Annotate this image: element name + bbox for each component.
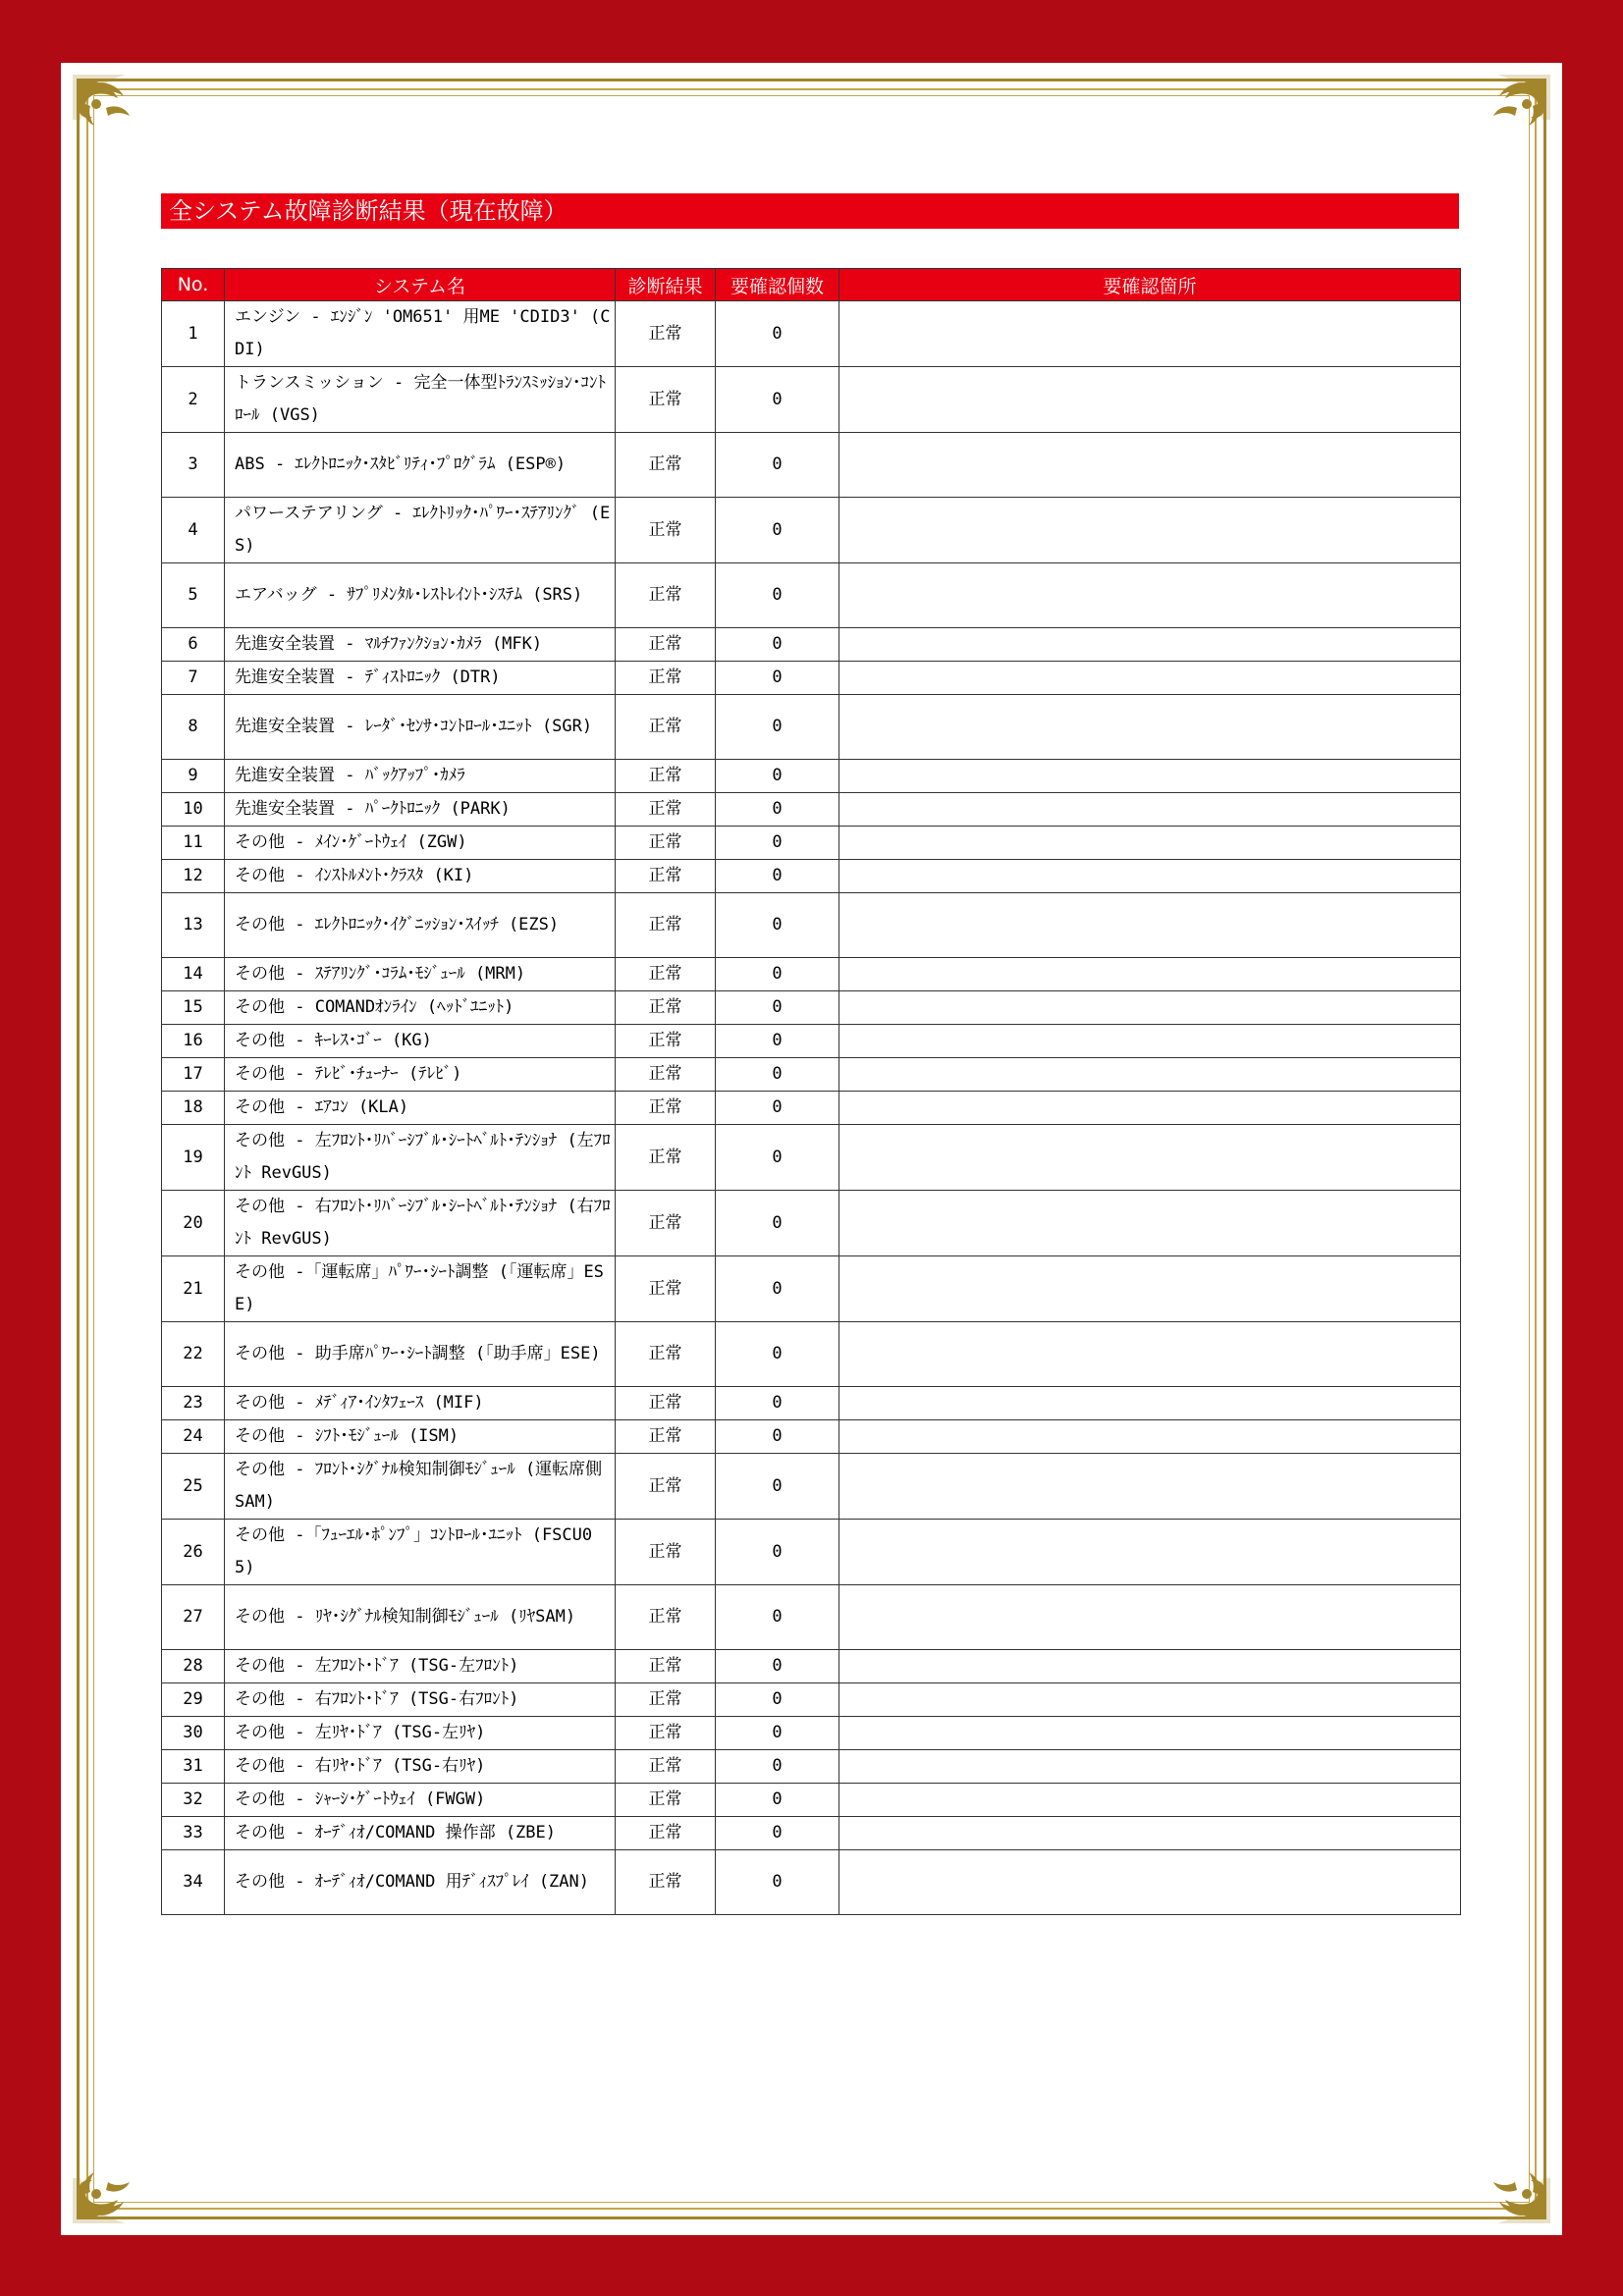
row-system-name: その他 - COMANDｵﾝﾗｲﾝ (ﾍｯﾄﾞﾕﾆｯﾄ) <box>225 991 616 1025</box>
row-number: 18 <box>162 1092 225 1125</box>
row-result: 正常 <box>616 301 716 367</box>
row-result: 正常 <box>616 662 716 695</box>
section-title: 全システム故障診断結果（現在故障） <box>161 193 1459 229</box>
row-check-location <box>839 1585 1461 1650</box>
row-number: 10 <box>162 793 225 827</box>
row-result: 正常 <box>616 1454 716 1520</box>
row-system-name: エンジン - ｴﾝｼﾞﾝ 'OM651' 用ME 'CDID3' (CDI) <box>225 301 616 367</box>
row-number: 28 <box>162 1650 225 1683</box>
table-row <box>162 1850 1461 1915</box>
row-result: 正常 <box>616 1256 716 1322</box>
row-result: 正常 <box>616 498 716 563</box>
table-row <box>162 1125 1461 1191</box>
row-check-count: 0 <box>716 1092 839 1125</box>
table-row <box>162 1256 1461 1322</box>
row-number: 2 <box>162 367 225 433</box>
row-check-location <box>839 860 1461 893</box>
row-number: 33 <box>162 1817 225 1850</box>
row-number: 31 <box>162 1750 225 1784</box>
row-system-name: その他 -「運転席」ﾊﾟﾜｰ･ｼｰﾄ調整 (「運転席」ESE) <box>225 1256 616 1322</box>
row-check-count: 0 <box>716 695 839 760</box>
row-check-count: 0 <box>716 301 839 367</box>
table-row <box>162 1025 1461 1058</box>
row-number: 24 <box>162 1420 225 1454</box>
row-number: 4 <box>162 498 225 563</box>
header-check-location: 要確認箇所 <box>839 269 1461 301</box>
table-row <box>162 760 1461 793</box>
row-check-location <box>839 1850 1461 1915</box>
row-check-count: 0 <box>716 793 839 827</box>
row-system-name: その他 - ﾒﾃﾞｨｱ･ｲﾝﾀﾌｪｰｽ (MIF) <box>225 1387 616 1420</box>
row-check-count: 0 <box>716 1850 839 1915</box>
table-row <box>162 301 1461 367</box>
row-number: 12 <box>162 860 225 893</box>
table-row <box>162 860 1461 893</box>
row-result: 正常 <box>616 1520 716 1585</box>
row-check-count: 0 <box>716 367 839 433</box>
row-check-location <box>839 1817 1461 1850</box>
table-row <box>162 1092 1461 1125</box>
table-row <box>162 1420 1461 1454</box>
row-check-location <box>839 367 1461 433</box>
row-check-count: 0 <box>716 1058 839 1092</box>
corner-ornament-icon <box>1466 69 1556 159</box>
row-result: 正常 <box>616 1683 716 1717</box>
row-check-count: 0 <box>716 1420 839 1454</box>
row-check-count: 0 <box>716 1256 839 1322</box>
row-system-name: その他 - 左ﾌﾛﾝﾄ･ﾘﾊﾞｰｼﾌﾞﾙ･ｼｰﾄﾍﾞﾙﾄ･ﾃﾝｼｮﾅ (左ﾌﾛﾝﾄ RevGUS) <box>225 1125 616 1191</box>
row-check-location <box>839 695 1461 760</box>
row-result: 正常 <box>616 1750 716 1784</box>
corner-ornament-icon <box>1466 2139 1556 2229</box>
row-check-location <box>839 662 1461 695</box>
row-check-count: 0 <box>716 760 839 793</box>
row-number: 23 <box>162 1387 225 1420</box>
row-number: 3 <box>162 433 225 498</box>
row-number: 9 <box>162 760 225 793</box>
row-number: 17 <box>162 1058 225 1092</box>
row-result: 正常 <box>616 628 716 662</box>
row-check-location <box>839 1420 1461 1454</box>
row-check-count: 0 <box>716 563 839 628</box>
row-system-name: トランスミッション - 完全一体型ﾄﾗﾝｽﾐｯｼｮﾝ･ｺﾝﾄﾛｰﾙ (VGS) <box>225 367 616 433</box>
row-check-location <box>839 1717 1461 1750</box>
row-check-count: 0 <box>716 1784 839 1817</box>
table-row <box>162 1817 1461 1850</box>
row-check-location <box>839 1750 1461 1784</box>
row-check-location <box>839 498 1461 563</box>
row-number: 14 <box>162 958 225 991</box>
row-result: 正常 <box>616 1125 716 1191</box>
table-row <box>162 1520 1461 1585</box>
row-check-count: 0 <box>716 1717 839 1750</box>
row-result: 正常 <box>616 1191 716 1256</box>
row-check-location <box>839 958 1461 991</box>
row-system-name: 先進安全装置 - ﾃﾞｨｽﾄﾛﾆｯｸ (DTR) <box>225 662 616 695</box>
row-check-count: 0 <box>716 1387 839 1420</box>
table-row <box>162 1784 1461 1817</box>
row-check-count: 0 <box>716 1125 839 1191</box>
table-row <box>162 662 1461 695</box>
row-check-location <box>839 1454 1461 1520</box>
row-check-count: 0 <box>716 1454 839 1520</box>
row-system-name: その他 - ｴｱｺﾝ (KLA) <box>225 1092 616 1125</box>
row-check-location <box>839 1058 1461 1092</box>
row-result: 正常 <box>616 893 716 958</box>
row-result: 正常 <box>616 1784 716 1817</box>
table-row <box>162 1683 1461 1717</box>
row-result: 正常 <box>616 958 716 991</box>
header-system-name: システム名 <box>225 269 616 301</box>
table-row <box>162 367 1461 433</box>
row-check-location <box>839 991 1461 1025</box>
row-check-location <box>839 1650 1461 1683</box>
table-row <box>162 628 1461 662</box>
row-system-name: その他 - 左ﾌﾛﾝﾄ･ﾄﾞｱ (TSG-左ﾌﾛﾝﾄ) <box>225 1650 616 1683</box>
table-body <box>162 301 1461 1915</box>
table-row <box>162 1191 1461 1256</box>
row-result: 正常 <box>616 1817 716 1850</box>
row-system-name: その他 - ｵｰﾃﾞｨｵ/COMAND 用ﾃﾞｨｽﾌﾟﾚｲ (ZAN) <box>225 1850 616 1915</box>
row-result: 正常 <box>616 1650 716 1683</box>
row-check-count: 0 <box>716 1322 839 1387</box>
row-check-count: 0 <box>716 860 839 893</box>
row-system-name: 先進安全装置 - ﾊﾟｰｸﾄﾛﾆｯｸ (PARK) <box>225 793 616 827</box>
table-row <box>162 958 1461 991</box>
row-number: 8 <box>162 695 225 760</box>
row-check-count: 0 <box>716 628 839 662</box>
row-check-location <box>839 563 1461 628</box>
row-result: 正常 <box>616 433 716 498</box>
row-check-location <box>839 1191 1461 1256</box>
row-system-name: 先進安全装置 - ﾏﾙﾁﾌｧﾝｸｼｮﾝ･ｶﾒﾗ (MFK) <box>225 628 616 662</box>
row-check-location <box>839 628 1461 662</box>
table-row <box>162 1322 1461 1387</box>
row-result: 正常 <box>616 1322 716 1387</box>
row-check-location <box>839 1025 1461 1058</box>
row-check-count: 0 <box>716 498 839 563</box>
header-result: 診断結果 <box>616 269 716 301</box>
row-check-count: 0 <box>716 1683 839 1717</box>
report-page <box>61 63 1562 2235</box>
row-system-name: パワーステアリング - ｴﾚｸﾄﾘｯｸ･ﾊﾟﾜｰ･ｽﾃｱﾘﾝｸﾞ (ES) <box>225 498 616 563</box>
table-row <box>162 793 1461 827</box>
corner-ornament-icon <box>67 69 157 159</box>
diagnosis-table <box>161 268 1461 1915</box>
row-result: 正常 <box>616 760 716 793</box>
row-check-location <box>839 760 1461 793</box>
row-check-location <box>839 301 1461 367</box>
row-check-count: 0 <box>716 893 839 958</box>
row-check-location <box>839 1683 1461 1717</box>
row-system-name: その他 - 右ﾌﾛﾝﾄ･ﾘﾊﾞｰｼﾌﾞﾙ･ｼｰﾄﾍﾞﾙﾄ･ﾃﾝｼｮﾅ (右ﾌﾛﾝﾄ RevGUS) <box>225 1191 616 1256</box>
row-number: 25 <box>162 1454 225 1520</box>
row-system-name: その他 - ｼｬｰｼ･ｹﾞｰﾄｳｪｲ (FWGW) <box>225 1784 616 1817</box>
row-number: 13 <box>162 893 225 958</box>
row-system-name: エアバッグ - ｻﾌﾟﾘﾒﾝﾀﾙ･ﾚｽﾄﾚｲﾝﾄ･ｼｽﾃﾑ (SRS) <box>225 563 616 628</box>
row-system-name: その他 - 右ﾌﾛﾝﾄ･ﾄﾞｱ (TSG-右ﾌﾛﾝﾄ) <box>225 1683 616 1717</box>
row-result: 正常 <box>616 1420 716 1454</box>
row-system-name: その他 - ｵｰﾃﾞｨｵ/COMAND 操作部 (ZBE) <box>225 1817 616 1850</box>
row-check-location <box>839 1387 1461 1420</box>
corner-ornament-icon <box>67 2139 157 2229</box>
row-system-name: その他 - ﾒｲﾝ･ｹﾞｰﾄｳｪｲ (ZGW) <box>225 827 616 860</box>
table-row <box>162 1750 1461 1784</box>
table-row <box>162 695 1461 760</box>
row-result: 正常 <box>616 1025 716 1058</box>
row-system-name: その他 -「ﾌｭｰｴﾙ･ﾎﾟﾝﾌﾟ」ｺﾝﾄﾛｰﾙ･ﾕﾆｯﾄ (FSCU05) <box>225 1520 616 1585</box>
row-result: 正常 <box>616 793 716 827</box>
row-check-count: 0 <box>716 1025 839 1058</box>
row-system-name: その他 - ｷｰﾚｽ･ｺﾞｰ (KG) <box>225 1025 616 1058</box>
row-result: 正常 <box>616 991 716 1025</box>
row-result: 正常 <box>616 1850 716 1915</box>
row-system-name: その他 - ﾃﾚﾋﾞ･ﾁｭｰﾅｰ (ﾃﾚﾋﾞ) <box>225 1058 616 1092</box>
row-result: 正常 <box>616 1387 716 1420</box>
row-number: 20 <box>162 1191 225 1256</box>
header-no: No. <box>162 269 225 301</box>
row-system-name: 先進安全装置 - ﾚｰﾀﾞ･ｾﾝｻ･ｺﾝﾄﾛｰﾙ･ﾕﾆｯﾄ (SGR) <box>225 695 616 760</box>
row-result: 正常 <box>616 1717 716 1750</box>
row-check-count: 0 <box>716 1585 839 1650</box>
row-number: 16 <box>162 1025 225 1058</box>
row-check-count: 0 <box>716 1520 839 1585</box>
row-result: 正常 <box>616 1585 716 1650</box>
row-check-location <box>839 1256 1461 1322</box>
row-check-location <box>839 1322 1461 1387</box>
row-check-location <box>839 1520 1461 1585</box>
row-number: 15 <box>162 991 225 1025</box>
row-number: 32 <box>162 1784 225 1817</box>
row-number: 11 <box>162 827 225 860</box>
row-number: 7 <box>162 662 225 695</box>
row-check-count: 0 <box>716 1650 839 1683</box>
row-result: 正常 <box>616 563 716 628</box>
row-result: 正常 <box>616 695 716 760</box>
header-check-count: 要確認個数 <box>716 269 839 301</box>
table-row <box>162 1387 1461 1420</box>
row-system-name: その他 - 右ﾘﾔ･ﾄﾞｱ (TSG-右ﾘﾔ) <box>225 1750 616 1784</box>
row-check-location <box>839 1092 1461 1125</box>
table-row <box>162 1650 1461 1683</box>
row-number: 22 <box>162 1322 225 1387</box>
row-check-count: 0 <box>716 433 839 498</box>
row-result: 正常 <box>616 1058 716 1092</box>
row-system-name: その他 - 助手席ﾊﾟﾜｰ･ｼｰﾄ調整 (「助手席」ESE) <box>225 1322 616 1387</box>
row-system-name: 先進安全装置 - ﾊﾞｯｸｱｯﾌﾟ･ｶﾒﾗ <box>225 760 616 793</box>
row-result: 正常 <box>616 860 716 893</box>
table-row <box>162 433 1461 498</box>
row-system-name: その他 - ｲﾝｽﾄﾙﾒﾝﾄ･ｸﾗｽﾀ (KI) <box>225 860 616 893</box>
row-system-name: その他 - ﾌﾛﾝﾄ･ｼｸﾞﾅﾙ検知制御ﾓｼﾞｭｰﾙ (運転席側SAM) <box>225 1454 616 1520</box>
row-check-count: 0 <box>716 991 839 1025</box>
row-check-count: 0 <box>716 827 839 860</box>
row-result: 正常 <box>616 367 716 433</box>
row-check-location <box>839 1784 1461 1817</box>
table-row <box>162 1454 1461 1520</box>
row-number: 1 <box>162 301 225 367</box>
row-result: 正常 <box>616 1092 716 1125</box>
row-system-name: その他 - 左ﾘﾔ･ﾄﾞｱ (TSG-左ﾘﾔ) <box>225 1717 616 1750</box>
row-number: 21 <box>162 1256 225 1322</box>
table-row <box>162 1585 1461 1650</box>
row-number: 27 <box>162 1585 225 1650</box>
row-system-name: その他 - ｴﾚｸﾄﾛﾆｯｸ･ｲｸﾞﾆｯｼｮﾝ･ｽｲｯﾁ (EZS) <box>225 893 616 958</box>
row-system-name: ABS - ｴﾚｸﾄﾛﾆｯｸ･ｽﾀﾋﾞﾘﾃｨ･ﾌﾟﾛｸﾞﾗﾑ (ESP®) <box>225 433 616 498</box>
row-number: 5 <box>162 563 225 628</box>
row-check-location <box>839 1125 1461 1191</box>
row-check-location <box>839 893 1461 958</box>
table-row <box>162 827 1461 860</box>
row-number: 6 <box>162 628 225 662</box>
table-row <box>162 1058 1461 1092</box>
row-check-location <box>839 827 1461 860</box>
row-system-name: その他 - ｽﾃｱﾘﾝｸﾞ･ｺﾗﾑ･ﾓｼﾞｭｰﾙ (MRM) <box>225 958 616 991</box>
row-number: 30 <box>162 1717 225 1750</box>
row-number: 29 <box>162 1683 225 1717</box>
row-check-location <box>839 433 1461 498</box>
row-check-count: 0 <box>716 1750 839 1784</box>
row-number: 26 <box>162 1520 225 1585</box>
table-row <box>162 563 1461 628</box>
row-check-count: 0 <box>716 662 839 695</box>
table-row <box>162 991 1461 1025</box>
table-row <box>162 498 1461 563</box>
row-system-name: その他 - ﾘﾔ･ｼｸﾞﾅﾙ検知制御ﾓｼﾞｭｰﾙ (ﾘﾔSAM) <box>225 1585 616 1650</box>
table-row <box>162 1717 1461 1750</box>
table-header-row <box>162 269 1461 301</box>
row-number: 34 <box>162 1850 225 1915</box>
row-system-name: その他 - ｼﾌﾄ･ﾓｼﾞｭｰﾙ (ISM) <box>225 1420 616 1454</box>
row-check-location <box>839 793 1461 827</box>
row-check-count: 0 <box>716 958 839 991</box>
table-row <box>162 893 1461 958</box>
row-number: 19 <box>162 1125 225 1191</box>
row-check-count: 0 <box>716 1817 839 1850</box>
row-result: 正常 <box>616 827 716 860</box>
row-check-count: 0 <box>716 1191 839 1256</box>
